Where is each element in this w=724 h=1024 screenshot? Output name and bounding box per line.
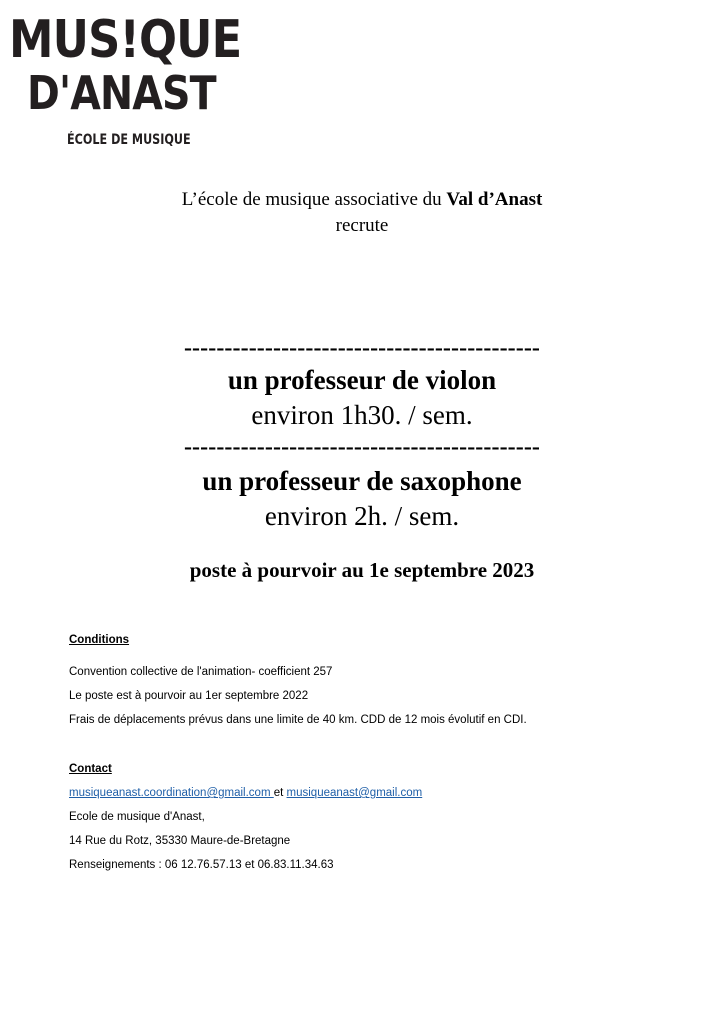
logo-line-1: MUS!QUE <box>9 10 242 70</box>
contact-heading: Contact <box>69 763 112 775</box>
contact-emails <box>69 785 422 801</box>
condition-line: Convention collective de l'animation- coefficient 257 <box>69 666 333 678</box>
condition-line: Frais de déplacements prévus dans une limite de 40 km. CDD de 12 mois évolutif en CDI. <box>69 714 527 726</box>
job-hours-saxophone: environ 2h. / sem. <box>264 501 460 531</box>
contact-line: Renseignements : 06 12.76.57.13 et 06.83.11.34.63 <box>69 859 334 871</box>
separator-line: -------------------------------------------- <box>183 335 541 361</box>
conditions-heading: Conditions <box>69 634 130 646</box>
start-date-text: poste à pourvoir au 1e septembre 2023 <box>189 558 535 582</box>
intro-prefix: L’école de musique associative du <box>181 189 447 210</box>
intro-place: Val d’Anast <box>446 189 543 210</box>
job-title-saxophone: un professeur de saxophone <box>202 466 522 496</box>
logo-subtitle: ÉCOLE DE MUSIQUE <box>67 132 191 148</box>
logo-line-2: D'ANAST <box>27 66 216 120</box>
email-link-main[interactable]: musiqueanast@gmail.com <box>286 787 423 799</box>
separator-line: -------------------------------------------- <box>183 434 541 460</box>
job-title-violin: un professeur de violon <box>227 365 497 395</box>
job-hours-violin: environ 1h30. / sem. <box>251 400 473 430</box>
intro-line <box>0 187 724 212</box>
email-link-coordination[interactable]: musiqueanast.coordination@gmail.com <box>69 787 274 799</box>
condition-line: Le poste est à pourvoir au 1er septembre 2022 <box>69 690 309 702</box>
contact-line: Ecole de musique d'Anast, <box>69 811 205 823</box>
contact-line: 14 Rue du Rotz, 35330 Maure-de-Bretagne <box>69 835 291 847</box>
email-joiner: et <box>273 787 287 799</box>
intro-recrute: recrute <box>335 215 389 236</box>
